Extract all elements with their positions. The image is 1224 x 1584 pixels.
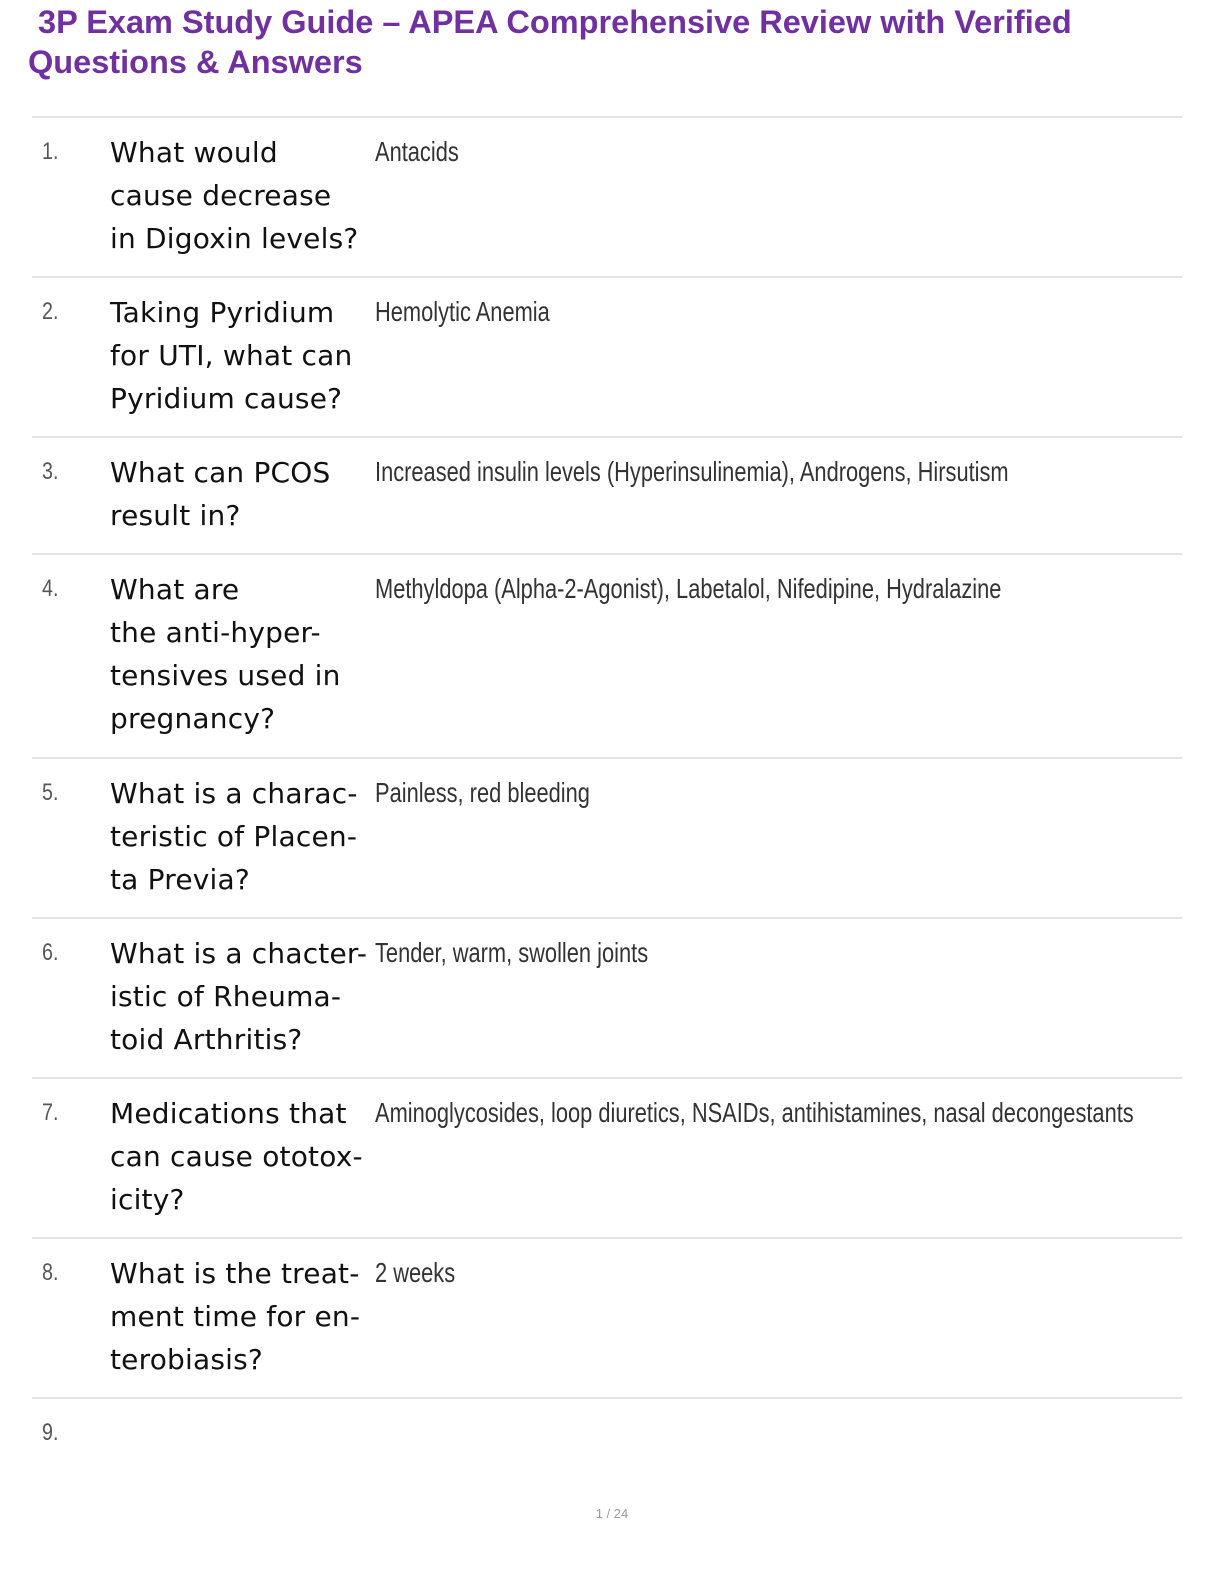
question-text: What is a chacter- istic of Rheuma- toid Arthritis?	[110, 937, 368, 1056]
answer-text: Tender, warm, swollen joints	[375, 937, 649, 968]
qa-row	[32, 118, 1182, 278]
qa-list	[32, 116, 1182, 1479]
question-number: 7.	[42, 1099, 59, 1126]
question-number: 1.	[42, 138, 59, 165]
answer-text: Increased insulin levels (Hyperinsulinemia), Androgens, Hirsutism	[375, 456, 1009, 487]
question-number: 5.	[42, 779, 59, 806]
answer-text: Painless, red bleeding	[375, 777, 590, 808]
question-text: Taking Pyridium for UTI, what can Pyridium cause?	[110, 296, 353, 415]
question-number: 4.	[42, 575, 59, 602]
question-text: What is the treat- ment time for en- terobiasis?	[110, 1257, 361, 1376]
question-number: 3.	[42, 458, 59, 485]
qa-row	[32, 919, 1182, 1079]
question-number: 2.	[42, 298, 59, 325]
answer-text: Methyldopa (Alpha-2-Agonist), Labetalol, Nifedipine, Hydralazine	[375, 573, 1002, 604]
answer-text: Antacids	[375, 136, 459, 167]
qa-row	[32, 555, 1182, 759]
qa-row	[32, 438, 1182, 555]
qa-row	[32, 1239, 1182, 1399]
document-title: 3P Exam Study Guide – APEA Comprehensive Review with Verified Questions & Answers	[28, 4, 1072, 80]
question-text: Medications that can cause ototox- icity?	[110, 1097, 363, 1216]
question-number: 6.	[42, 939, 59, 966]
question-text: What is a charac- teristic of Placen- ta Previa?	[110, 777, 358, 896]
answer-text: Aminoglycosides, loop diuretics, NSAIDs, antihistamines, nasal decongestants	[375, 1097, 1134, 1128]
question-text: What can PCOS result in?	[110, 456, 331, 532]
qa-row	[32, 1079, 1182, 1239]
page-indicator: 1 / 24	[595, 1506, 629, 1521]
qa-row	[32, 1399, 1182, 1479]
question-number: 8.	[42, 1259, 59, 1286]
answer-text: Hemolytic Anemia	[375, 296, 550, 327]
question-text: What are the anti-hyper- tensives used in pregnancy?	[110, 573, 341, 735]
qa-row	[32, 759, 1182, 919]
qa-row	[32, 278, 1182, 438]
question-text: What would cause decrease in Digoxin levels?	[110, 136, 359, 255]
question-number: 9.	[42, 1419, 59, 1446]
answer-text: 2 weeks	[375, 1257, 456, 1288]
